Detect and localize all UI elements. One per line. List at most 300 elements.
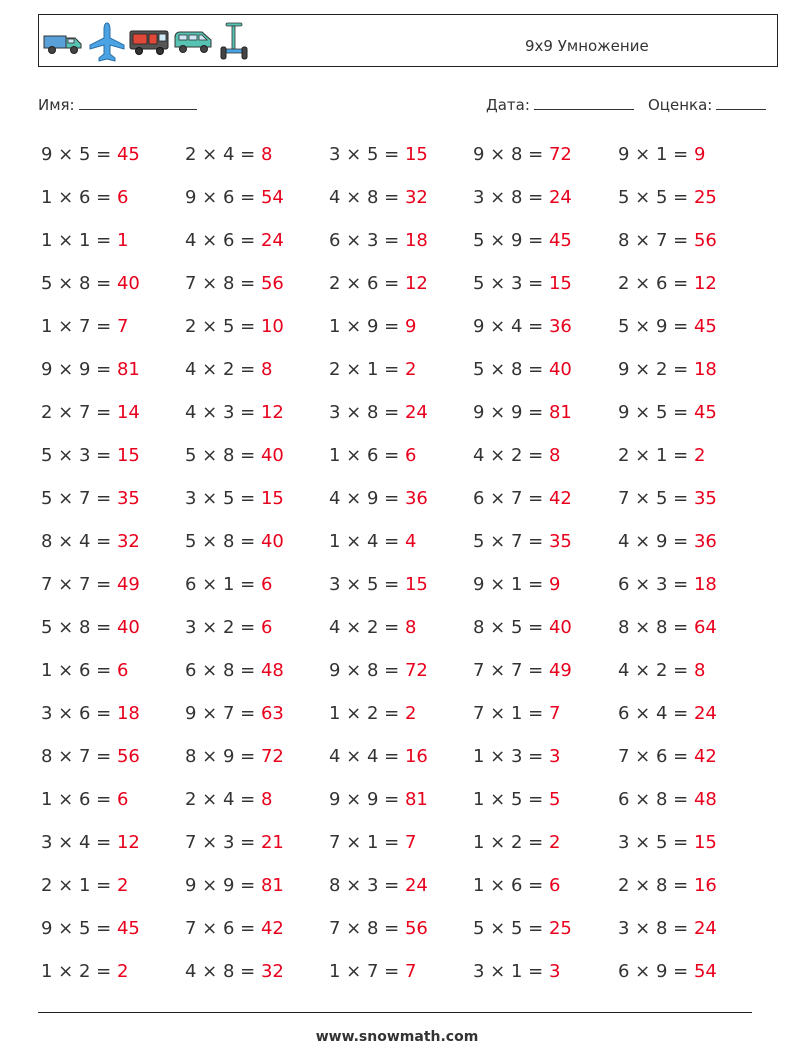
problem-expression: 9 × 5 =	[41, 144, 117, 165]
problem-expression: 7 × 7 =	[473, 660, 549, 681]
problem-answer: 15	[548, 273, 572, 294]
problem-expression: 5 × 9 =	[473, 230, 549, 251]
problem-expression: 4 × 4 =	[329, 746, 405, 767]
problem-expression: 9 × 5 =	[618, 402, 694, 423]
problem-expression: 1 × 7 =	[41, 316, 117, 337]
problem-expression: 7 × 8 =	[329, 918, 405, 939]
problem-answer: 15	[404, 144, 428, 165]
problem	[41, 747, 140, 767]
problem-answer: 16	[404, 746, 428, 767]
problem-expression: 9 × 2 =	[618, 359, 694, 380]
problem	[618, 360, 717, 380]
problem	[185, 446, 284, 466]
problem	[41, 618, 140, 638]
problem-answer: 6	[548, 875, 561, 896]
problem	[473, 962, 560, 982]
problem-expression: 9 × 9 =	[185, 875, 261, 896]
problem	[185, 317, 284, 337]
problem-answer: 24	[404, 402, 428, 423]
problem	[618, 876, 717, 896]
problem-expression: 9 × 7 =	[185, 703, 261, 724]
problem	[329, 919, 428, 939]
problem-answer: 2	[693, 445, 706, 466]
problem-expression: 1 × 9 =	[329, 316, 405, 337]
problem-expression: 8 × 7 =	[41, 746, 117, 767]
problem-expression: 7 × 1 =	[329, 832, 405, 853]
problem-answer: 56	[260, 273, 284, 294]
problem-expression: 2 × 1 =	[41, 875, 117, 896]
problem	[329, 661, 428, 681]
problem	[329, 876, 428, 896]
problem-answer: 24	[260, 230, 284, 251]
problem-expression: 5 × 8 =	[185, 531, 261, 552]
problem	[473, 231, 572, 251]
problem-expression: 9 × 4 =	[473, 316, 549, 337]
problem	[41, 274, 140, 294]
problem-answer: 24	[548, 187, 572, 208]
problem-expression: 6 × 3 =	[329, 230, 405, 251]
problem	[185, 618, 272, 638]
problem-expression: 7 × 3 =	[185, 832, 261, 853]
problem	[329, 962, 416, 982]
problem-answer: 35	[548, 531, 572, 552]
problem-answer: 81	[116, 359, 140, 380]
problem-answer: 5	[548, 789, 561, 810]
problem-expression: 3 × 5 =	[185, 488, 261, 509]
problem-expression: 5 × 5 =	[618, 187, 694, 208]
problem-expression: 7 × 6 =	[618, 746, 694, 767]
problem-expression: 7 × 7 =	[41, 574, 117, 595]
problem-expression: 9 × 8 =	[473, 144, 549, 165]
problem-answer: 40	[548, 617, 572, 638]
problem-answer: 32	[260, 961, 284, 982]
problem	[473, 274, 572, 294]
problem-expression: 1 × 2 =	[41, 961, 117, 982]
problem	[473, 661, 572, 681]
score-label: Оценка:	[648, 96, 713, 114]
problem	[185, 360, 272, 380]
problem-answer: 54	[693, 961, 717, 982]
problem-answer: 18	[404, 230, 428, 251]
problem	[329, 833, 416, 853]
problem-answer: 12	[260, 402, 284, 423]
problem	[618, 145, 705, 165]
problem	[473, 876, 560, 896]
problem-expression: 9 × 1 =	[473, 574, 549, 595]
problem-expression: 7 × 8 =	[185, 273, 261, 294]
problem	[185, 876, 284, 896]
problem-answer: 12	[693, 273, 717, 294]
problem	[329, 747, 428, 767]
problem	[473, 446, 560, 466]
problem	[618, 188, 717, 208]
problem-answer: 6	[116, 789, 129, 810]
problem-answer: 56	[116, 746, 140, 767]
problem-answer: 16	[693, 875, 717, 896]
problem-answer: 24	[404, 875, 428, 896]
problem	[473, 833, 560, 853]
problem-answer: 8	[260, 144, 273, 165]
problem-expression: 8 × 7 =	[618, 230, 694, 251]
problem	[185, 403, 284, 423]
problem-answer: 40	[260, 445, 284, 466]
problem-expression: 8 × 3 =	[329, 875, 405, 896]
problem-expression: 8 × 5 =	[473, 617, 549, 638]
problem	[185, 188, 284, 208]
problem-answer: 36	[693, 531, 717, 552]
problem-expression: 8 × 4 =	[41, 531, 117, 552]
problem	[618, 532, 717, 552]
problem	[473, 188, 572, 208]
problem-answer: 8	[260, 789, 273, 810]
problem-answer: 2	[116, 961, 129, 982]
problem-expression: 4 × 3 =	[185, 402, 261, 423]
problem-expression: 5 × 3 =	[41, 445, 117, 466]
problem	[329, 704, 416, 724]
problem	[185, 274, 284, 294]
problem-answer: 35	[693, 488, 717, 509]
problem-expression: 7 × 1 =	[473, 703, 549, 724]
problem-expression: 2 × 6 =	[329, 273, 405, 294]
problem-expression: 5 × 7 =	[473, 531, 549, 552]
problem-expression: 4 × 2 =	[473, 445, 549, 466]
problem	[329, 790, 428, 810]
problem	[473, 532, 572, 552]
problem	[41, 360, 140, 380]
problem	[185, 962, 284, 982]
problem-answer: 2	[116, 875, 129, 896]
problem	[185, 489, 284, 509]
problem-answer: 6	[260, 617, 273, 638]
problem-expression: 2 × 4 =	[185, 789, 261, 810]
problem	[618, 575, 717, 595]
problem	[41, 833, 140, 853]
problem	[329, 145, 428, 165]
problem-expression: 3 × 8 =	[618, 918, 694, 939]
problem	[41, 876, 128, 896]
footer-url: www.snowmath.com	[315, 1029, 479, 1045]
problem	[185, 532, 284, 552]
problem-answer: 32	[404, 187, 428, 208]
problem-expression: 9 × 5 =	[41, 918, 117, 939]
problem-expression: 6 × 3 =	[618, 574, 694, 595]
problem	[41, 919, 140, 939]
problem-expression: 1 × 2 =	[473, 832, 549, 853]
problem	[185, 661, 284, 681]
problem	[329, 274, 428, 294]
problem-answer: 9	[404, 316, 417, 337]
problem-expression: 3 × 5 =	[329, 574, 405, 595]
problem-answer: 40	[116, 617, 140, 638]
problem-answer: 32	[116, 531, 140, 552]
problem-expression: 3 × 5 =	[329, 144, 405, 165]
problem-expression: 6 × 9 =	[618, 961, 694, 982]
problem-answer: 40	[260, 531, 284, 552]
problem-answer: 6	[404, 445, 417, 466]
problem-answer: 42	[548, 488, 572, 509]
problem-expression: 4 × 2 =	[329, 617, 405, 638]
problem-expression: 5 × 8 =	[185, 445, 261, 466]
problem-answer: 56	[693, 230, 717, 251]
name-label: Имя:	[38, 96, 75, 114]
problem	[329, 231, 428, 251]
problem-answer: 81	[260, 875, 284, 896]
problem	[473, 360, 572, 380]
problem-expression: 1 × 6 =	[41, 660, 117, 681]
problem-answer: 21	[260, 832, 284, 853]
problem	[473, 747, 560, 767]
problem	[618, 704, 717, 724]
problem	[618, 446, 705, 466]
problem-expression: 1 × 2 =	[329, 703, 405, 724]
problem-answer: 9	[548, 574, 561, 595]
problem-expression: 1 × 7 =	[329, 961, 405, 982]
problem-answer: 72	[404, 660, 428, 681]
problem-answer: 6	[260, 574, 273, 595]
problem-expression: 3 × 4 =	[41, 832, 117, 853]
problem-expression: 5 × 9 =	[618, 316, 694, 337]
problem	[41, 790, 128, 810]
problem	[618, 962, 717, 982]
problem	[329, 489, 428, 509]
problem-expression: 6 × 4 =	[618, 703, 694, 724]
problem-expression: 3 × 2 =	[185, 617, 261, 638]
problem-answer: 8	[260, 359, 273, 380]
problem	[185, 833, 284, 853]
problem-expression: 7 × 6 =	[185, 918, 261, 939]
problem-expression: 5 × 8 =	[41, 273, 117, 294]
problem-answer: 6	[116, 660, 129, 681]
problem-answer: 3	[548, 746, 561, 767]
problem-expression: 4 × 2 =	[618, 660, 694, 681]
problem	[329, 188, 428, 208]
problem-answer: 45	[693, 402, 717, 423]
problem	[618, 833, 717, 853]
problem-expression: 3 × 5 =	[618, 832, 694, 853]
problem	[618, 317, 717, 337]
problem-expression: 5 × 8 =	[41, 617, 117, 638]
problem-expression: 5 × 5 =	[473, 918, 549, 939]
problem-answer: 7	[404, 961, 417, 982]
problem-answer: 54	[260, 187, 284, 208]
problem	[41, 575, 140, 595]
problem	[185, 145, 272, 165]
problem-answer: 45	[548, 230, 572, 251]
problem-answer: 42	[260, 918, 284, 939]
problem-expression: 2 × 5 =	[185, 316, 261, 337]
problem-expression: 9 × 1 =	[618, 144, 694, 165]
problem-answer: 25	[548, 918, 572, 939]
problem-answer: 56	[404, 918, 428, 939]
problem-expression: 1 × 6 =	[473, 875, 549, 896]
problem-expression: 8 × 8 =	[618, 617, 694, 638]
problem-answer: 24	[693, 918, 717, 939]
problem	[329, 403, 428, 423]
problem-answer: 18	[693, 359, 717, 380]
problem-answer: 40	[116, 273, 140, 294]
problem	[41, 704, 140, 724]
problem-answer: 6	[116, 187, 129, 208]
problem	[473, 575, 560, 595]
problem-answer: 45	[693, 316, 717, 337]
problem-answer: 24	[693, 703, 717, 724]
problem	[329, 360, 416, 380]
problem	[329, 317, 416, 337]
problem	[618, 618, 717, 638]
problem	[41, 317, 128, 337]
problem-answer: 42	[693, 746, 717, 767]
problem-expression: 5 × 8 =	[473, 359, 549, 380]
problem-expression: 1 × 6 =	[41, 187, 117, 208]
problem-expression: 4 × 9 =	[329, 488, 405, 509]
problem-expression: 2 × 1 =	[329, 359, 405, 380]
problem	[41, 231, 128, 251]
problem-answer: 63	[260, 703, 284, 724]
problem-expression: 2 × 6 =	[618, 273, 694, 294]
problem	[41, 661, 128, 681]
problem-answer: 7	[404, 832, 417, 853]
problem	[473, 618, 572, 638]
problem	[473, 790, 560, 810]
problem	[618, 790, 717, 810]
problem-answer: 48	[693, 789, 717, 810]
problem-expression: 8 × 9 =	[185, 746, 261, 767]
problem-answer: 2	[548, 832, 561, 853]
problem	[473, 145, 572, 165]
problem-expression: 6 × 8 =	[185, 660, 261, 681]
problem-answer: 45	[116, 144, 140, 165]
problem-answer: 36	[404, 488, 428, 509]
problem-answer: 8	[693, 660, 706, 681]
problem-answer: 72	[548, 144, 572, 165]
problem-answer: 7	[116, 316, 129, 337]
problem-expression: 5 × 3 =	[473, 273, 549, 294]
problem-expression: 6 × 7 =	[473, 488, 549, 509]
problem-expression: 1 × 4 =	[329, 531, 405, 552]
problem-expression: 3 × 1 =	[473, 961, 549, 982]
problem-expression: 6 × 1 =	[185, 574, 261, 595]
problem-answer: 15	[404, 574, 428, 595]
problem-expression: 7 × 5 =	[618, 488, 694, 509]
problem-answer: 18	[116, 703, 140, 724]
problem-answer: 15	[693, 832, 717, 853]
problem-expression: 1 × 6 =	[329, 445, 405, 466]
problem	[329, 532, 416, 552]
problem-expression: 3 × 8 =	[329, 402, 405, 423]
problem	[618, 274, 717, 294]
problem-expression: 4 × 8 =	[329, 187, 405, 208]
problem-answer: 10	[260, 316, 284, 337]
problem-expression: 2 × 8 =	[618, 875, 694, 896]
problem	[473, 403, 572, 423]
problem-answer: 25	[693, 187, 717, 208]
worksheet-title: 9x9 Умножение	[525, 37, 649, 55]
problem	[473, 704, 560, 724]
problem-answer: 49	[116, 574, 140, 595]
problem-answer: 35	[116, 488, 140, 509]
problem-answer: 12	[404, 273, 428, 294]
problem-answer: 40	[548, 359, 572, 380]
problem-expression: 2 × 4 =	[185, 144, 261, 165]
problem-expression: 1 × 3 =	[473, 746, 549, 767]
problem-answer: 8	[548, 445, 561, 466]
date-label: Дата:	[486, 96, 530, 114]
problem-expression: 1 × 6 =	[41, 789, 117, 810]
problem-answer: 2	[404, 703, 417, 724]
problem	[185, 790, 272, 810]
problem	[41, 446, 140, 466]
problem-expression: 3 × 8 =	[473, 187, 549, 208]
problem-answer: 4	[404, 531, 417, 552]
problem-answer: 72	[260, 746, 284, 767]
problem	[41, 532, 140, 552]
footer-divider	[38, 1012, 752, 1013]
problem	[618, 919, 717, 939]
problem-expression: 5 × 7 =	[41, 488, 117, 509]
problem-answer: 81	[404, 789, 428, 810]
problem	[473, 489, 572, 509]
problem	[185, 231, 284, 251]
problem	[618, 489, 717, 509]
problem-expression: 1 × 5 =	[473, 789, 549, 810]
problem-answer: 18	[693, 574, 717, 595]
problem-expression: 3 × 6 =	[41, 703, 117, 724]
problem-expression: 2 × 1 =	[618, 445, 694, 466]
problem-expression: 2 × 7 =	[41, 402, 117, 423]
problem-answer: 15	[260, 488, 284, 509]
problem-answer: 9	[693, 144, 706, 165]
problem-answer: 48	[260, 660, 284, 681]
problem	[185, 747, 284, 767]
problem-expression: 1 × 1 =	[41, 230, 117, 251]
problem-answer: 36	[548, 316, 572, 337]
problem	[329, 575, 428, 595]
problem-expression: 9 × 6 =	[185, 187, 261, 208]
problem-answer: 15	[116, 445, 140, 466]
problem-expression: 9 × 9 =	[473, 402, 549, 423]
problem-expression: 6 × 8 =	[618, 789, 694, 810]
problem-expression: 4 × 6 =	[185, 230, 261, 251]
problem	[41, 145, 140, 165]
problem	[329, 446, 416, 466]
problem	[41, 403, 140, 423]
problem	[41, 489, 140, 509]
problem	[618, 403, 717, 423]
problem	[185, 575, 272, 595]
problem	[185, 704, 284, 724]
problem	[41, 188, 128, 208]
problem	[41, 962, 128, 982]
problem-expression: 9 × 8 =	[329, 660, 405, 681]
problem-answer: 1	[116, 230, 129, 251]
problem-expression: 9 × 9 =	[329, 789, 405, 810]
problem	[618, 747, 717, 767]
problem	[185, 919, 284, 939]
problem-expression: 9 × 9 =	[41, 359, 117, 380]
problem-answer: 12	[116, 832, 140, 853]
problem-answer: 2	[404, 359, 417, 380]
problem	[473, 317, 572, 337]
problem	[618, 231, 717, 251]
problem-expression: 4 × 8 =	[185, 961, 261, 982]
problem-expression: 4 × 2 =	[185, 359, 261, 380]
problem	[473, 919, 572, 939]
problem-answer: 49	[548, 660, 572, 681]
problem-answer: 81	[548, 402, 572, 423]
problem	[329, 618, 416, 638]
problem-answer: 3	[548, 961, 561, 982]
problem-answer: 45	[116, 918, 140, 939]
